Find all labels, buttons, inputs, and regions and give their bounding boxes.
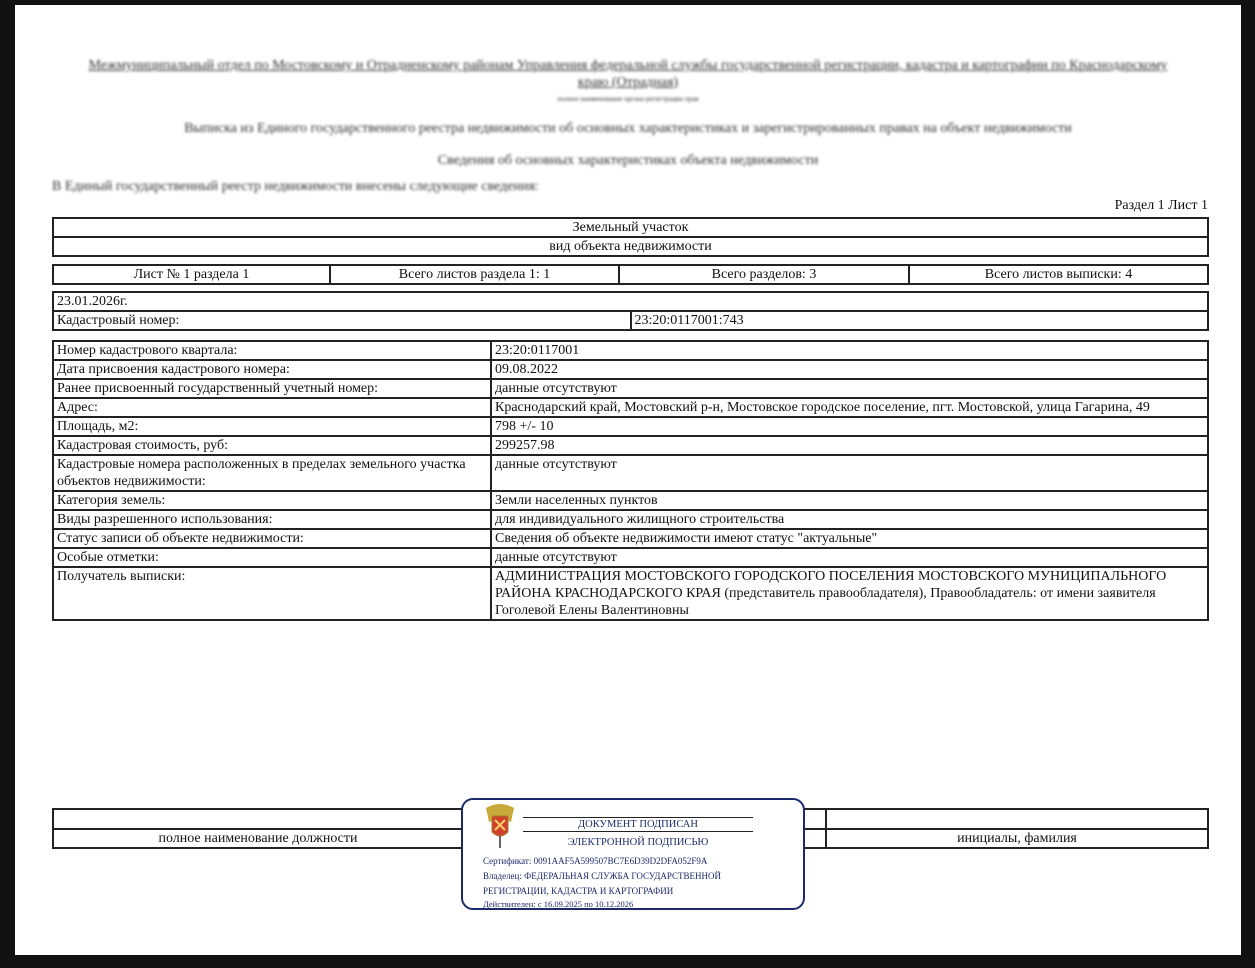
table-row: [53, 436, 1208, 455]
cadastral-number-label: Кадастровый номер:: [53, 311, 631, 330]
row-label: Адрес:: [53, 398, 491, 417]
intro-text: В Единый государственный реестр недвижимости внесены следующие сведения:: [52, 179, 539, 194]
registry-office-caption: полное наименование органа регистрации прав: [557, 95, 699, 103]
table-row: [53, 510, 1208, 529]
table-row: [53, 417, 1208, 436]
stamp-signed: ДОКУМЕНТ ПОДПИСАН: [523, 817, 753, 832]
row-label: Кадастровые номера расположенных в пределах земельного участка объектов недвижимости:: [53, 455, 491, 491]
position-caption: полное наименование должности: [53, 829, 463, 848]
sections-total: Всего разделов: 3: [619, 265, 909, 284]
table-row: [53, 341, 1208, 360]
row-value: 798 +/- 10: [491, 417, 1208, 436]
table-row: [53, 360, 1208, 379]
cadastral-table: [52, 291, 1209, 331]
characteristics-table: [52, 340, 1209, 621]
table-row: [53, 567, 1208, 620]
row-value: Краснодарский край, Мостовский р-н, Мостовское городское поселение, пгт. Мостовской, улица Гагарина, 49: [491, 398, 1208, 417]
document-subtitle: Сведения об основных характеристиках объекта недвижимости: [437, 153, 819, 168]
stamp-validity: Действителен: с 16.09.2025 по 10.12.2026: [483, 899, 634, 909]
stamp-owner-line1: Владелец: ФЕДЕРАЛЬНАЯ СЛУЖБА ГОСУДАРСТВЕННОЙ: [483, 871, 722, 881]
cadastral-number-value: 23:20:0117001:743: [631, 311, 1209, 330]
row-label: Ранее присвоенный государственный учетный номер:: [53, 379, 491, 398]
row-value: Сведения об объекте недвижимости имеют статус "актуальные": [491, 529, 1208, 548]
row-value: 09.08.2022: [491, 360, 1208, 379]
table-row: [53, 379, 1208, 398]
row-value: данные отсутствуют: [491, 455, 1208, 491]
table-row: [53, 529, 1208, 548]
row-value: данные отсутствуют: [491, 548, 1208, 567]
row-label: Категория земель:: [53, 491, 491, 510]
table-row: [53, 398, 1208, 417]
row-label: Кадастровая стоимость, руб:: [53, 436, 491, 455]
document-page: [15, 5, 1241, 955]
stamp-electronic-signature: ЭЛЕКТРОННОЙ ПОДПИСЬЮ: [567, 837, 709, 848]
row-label: Номер кадастрового квартала:: [53, 341, 491, 360]
extract-date: 23.01.2026г.: [53, 292, 1208, 311]
object-type: Земельный участок: [53, 218, 1208, 237]
table-row: [53, 455, 1208, 491]
name-caption: инициалы, фамилия: [826, 829, 1208, 848]
row-label: Площадь, м2:: [53, 417, 491, 436]
table-row: [53, 491, 1208, 510]
electronic-signature-stamp: [461, 798, 805, 910]
sheet-number: Лист № 1 раздела 1: [53, 265, 330, 284]
object-type-caption: вид объекта недвижимости: [53, 237, 1208, 256]
row-label: Дата присвоения кадастрового номера:: [53, 360, 491, 379]
extract-sheets-total: Всего листов выписки: 4: [909, 265, 1208, 284]
stamp-owner-line2: РЕГИСТРАЦИИ, КАДАСТРА И КАРТОГРАФИИ: [483, 886, 674, 896]
row-label: Получатель выписки:: [53, 567, 491, 620]
row-label: Статус записи об объекте недвижимости:: [53, 529, 491, 548]
registry-office-name: Межмуниципальный отдел по Мостовскому и Отрадненскому районам Управления федеральной службы государственной регистрации, кадастра и картографии по Краснодарскому краю (Отрадная): [88, 58, 1168, 90]
section-sheets-total: Всего листов раздела 1: 1: [330, 265, 619, 284]
row-value: 23:20:0117001: [491, 341, 1208, 360]
section-label: Раздел 1 Лист 1: [1114, 198, 1208, 213]
table-row: [53, 548, 1208, 567]
row-value: 299257.98: [491, 436, 1208, 455]
row-label: Особые отметки:: [53, 548, 491, 567]
row-label: Виды разрешенного использования:: [53, 510, 491, 529]
row-value: Земли населенных пунктов: [491, 491, 1208, 510]
sheet-info-table: [52, 264, 1209, 285]
coat-of-arms-icon: [483, 802, 517, 848]
stamp-certificate: Сертификат: 0091AAF5A599507BC7E6D39D2DFA052F9A: [483, 856, 708, 866]
object-type-table: [52, 217, 1209, 257]
row-value: АДМИНИСТРАЦИЯ МОСТОВСКОГО ГОРОДСКОГО ПОСЕЛЕНИЯ МОСТОВСКОГО МУНИЦИПАЛЬНОГО РАЙОНА КРАСНОДАРСКОГО КРАЯ (представитель правообладателя), Правообладатель: от имени заявителя Гоголевой Елены Валентиновны: [491, 567, 1208, 620]
row-value: данные отсутствуют: [491, 379, 1208, 398]
row-value: для индивидуального жилищного строительства: [491, 510, 1208, 529]
document-title: Выписка из Единого государственного реестра недвижимости об основных характеристиках и зарегистрированных правах на объект недвижимости: [184, 121, 1072, 136]
